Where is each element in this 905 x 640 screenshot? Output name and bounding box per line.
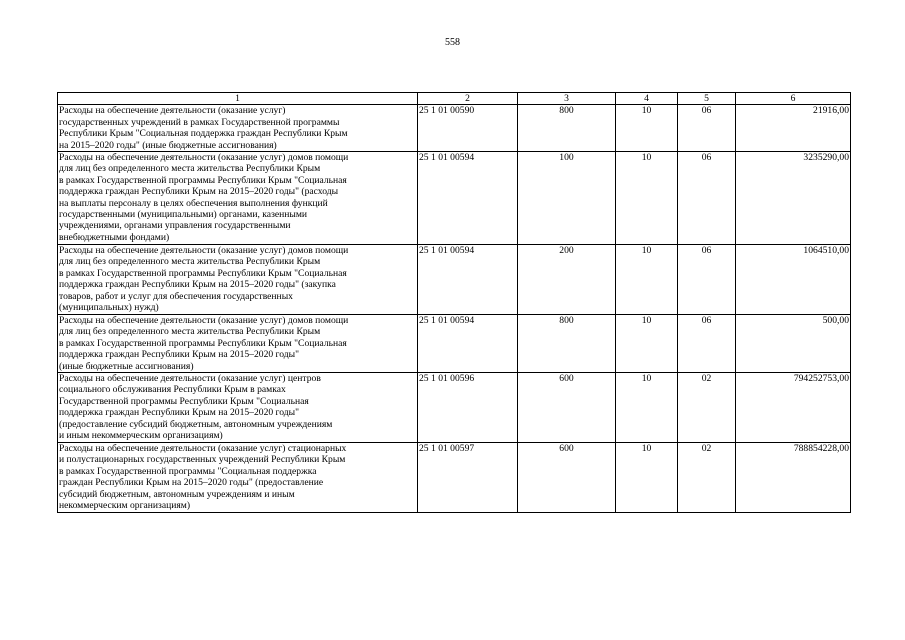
- header-cell: 4: [616, 93, 678, 105]
- subsection-cell: 06: [678, 315, 736, 373]
- subsection-cell: 06: [678, 245, 736, 315]
- description-cell: Расходы на обеспечение деятельности (оказание услуг) домов помощи для лиц без определенного места жительства Республики Крым в рамках Государственной программы Республики Крым "Социальная поддержка граждан Республики Крым на 2015–2020 годы" (закупка товаров, работ и услуг для обеспечения государственных (муниципальных) нужд): [58, 245, 418, 315]
- description-cell: Расходы на обеспечение деятельности (оказание услуг) стационарных и полустационарных государственных учреждений Республики Крым в рамках Государственной программы "Социальная поддержка граждан Республики Крым на 2015–2020 годы" (предоставление субсидий бюджетным, автономным учреждениям и иным некоммерческим организациям): [58, 443, 418, 513]
- header-cell: 5: [678, 93, 736, 105]
- expense-type-cell: 600: [518, 373, 616, 443]
- section-cell: 10: [616, 152, 678, 245]
- amount-cell: 788854228,00: [736, 443, 851, 513]
- table-row: [58, 152, 851, 245]
- table-header-row: [58, 93, 851, 105]
- description-cell: Расходы на обеспечение деятельности (оказание услуг) государственных учреждений в рамках Государственной программы Республики Крым "Социальная поддержка граждан Республики Крым на 2015–2020 годы" (иные бюджетные ассигнования): [58, 105, 418, 152]
- subsection-cell: 06: [678, 105, 736, 152]
- expense-type-cell: 800: [518, 315, 616, 373]
- section-cell: 10: [616, 373, 678, 443]
- target-code-cell: 25 1 01 00594: [418, 152, 518, 245]
- section-cell: 10: [616, 443, 678, 513]
- description-cell: Расходы на обеспечение деятельности (оказание услуг) домов помощи для лиц без определенного места жительства Республики Крым в рамках Государственной программы Республики Крым "Социальная поддержка граждан Республики Крым на 2015–2020 годы" (иные бюджетные ассигнования): [58, 315, 418, 373]
- amount-cell: 3235290,00: [736, 152, 851, 245]
- expense-type-cell: 200: [518, 245, 616, 315]
- budget-table: [57, 92, 851, 513]
- amount-cell: 21916,00: [736, 105, 851, 152]
- subsection-cell: 06: [678, 152, 736, 245]
- table-row: [58, 105, 851, 152]
- expense-type-cell: 100: [518, 152, 616, 245]
- table-row: [58, 245, 851, 315]
- table-row: [58, 315, 851, 373]
- section-cell: 10: [616, 105, 678, 152]
- description-cell: Расходы на обеспечение деятельности (оказание услуг) центров социального обслуживания Республики Крым в рамках Государственной программы Республики Крым "Социальная поддержка граждан Республики Крым на 2015–2020 годы" (предоставление субсидий бюджетным, автономным учреждениям и иным некоммерческим организациям): [58, 373, 418, 443]
- table-row: [58, 443, 851, 513]
- table-row: [58, 373, 851, 443]
- expense-type-cell: 600: [518, 443, 616, 513]
- target-code-cell: 25 1 01 00594: [418, 245, 518, 315]
- amount-cell: 1064510,00: [736, 245, 851, 315]
- header-cell: 6: [736, 93, 851, 105]
- amount-cell: 794252753,00: [736, 373, 851, 443]
- description-cell: Расходы на обеспечение деятельности (оказание услуг) домов помощи для лиц без определенного места жительства Республики Крым в рамках Государственной программы Республики Крым "Социальная поддержка граждан Республики Крым на 2015–2020 годы" (расходы на выплаты персоналу в целях обеспечения выполнения функций государственными (муниципальными) органами, казенными учреждениями, органами управления государственными внебюджетными фондами): [58, 152, 418, 245]
- subsection-cell: 02: [678, 443, 736, 513]
- target-code-cell: 25 1 01 00597: [418, 443, 518, 513]
- section-cell: 10: [616, 245, 678, 315]
- header-cell: 3: [518, 93, 616, 105]
- target-code-cell: 25 1 01 00594: [418, 315, 518, 373]
- header-cell: 1: [58, 93, 418, 105]
- target-code-cell: 25 1 01 00590: [418, 105, 518, 152]
- subsection-cell: 02: [678, 373, 736, 443]
- section-cell: 10: [616, 315, 678, 373]
- target-code-cell: 25 1 01 00596: [418, 373, 518, 443]
- amount-cell: 500,00: [736, 315, 851, 373]
- header-cell: 2: [418, 93, 518, 105]
- expense-type-cell: 800: [518, 105, 616, 152]
- page-number: 558: [445, 37, 460, 48]
